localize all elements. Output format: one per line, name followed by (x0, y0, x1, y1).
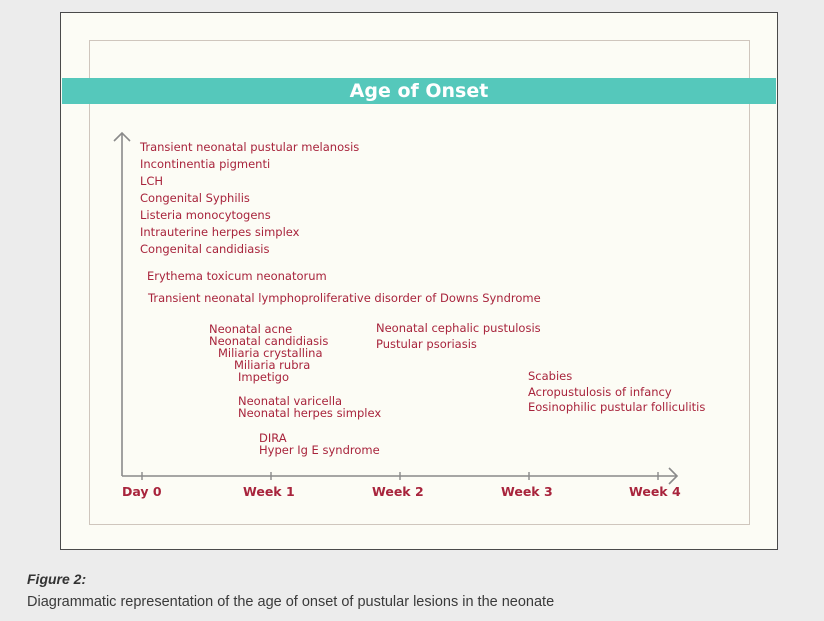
erythema-toxicum-label: Erythema toxicum neonatorum (147, 269, 327, 283)
figure-panel (60, 12, 778, 550)
list-item: Listeria monocytogens (140, 208, 271, 222)
list-item: Hyper Ig E syndrome (259, 443, 380, 457)
tick-label-week4: Week 4 (629, 484, 681, 499)
figure-caption-text: Diagrammatic representation of the age of onset of pustular lesions in the neonate (27, 594, 555, 610)
list-item: LCH (140, 174, 164, 188)
list-item: Congenital Syphilis (140, 191, 250, 205)
diagram-title: Age of Onset (62, 78, 776, 104)
list-item: Neonatal candidiasis (209, 334, 329, 348)
tick-label-week1: Week 1 (243, 484, 295, 499)
list-item: Impetigo (238, 370, 290, 384)
list-item: Neonatal varicella (238, 394, 343, 408)
tick-label-week2: Week 2 (372, 484, 424, 499)
list-item: Neonatal acne (209, 322, 293, 336)
tick-label-week3: Week 3 (501, 484, 553, 499)
list-item: Neonatal cephalic pustulosis (376, 321, 541, 335)
tick-label-day0: Day 0 (122, 484, 162, 499)
list-item: Eosinophilic pustular folliculitis (528, 400, 706, 414)
day0-list (140, 139, 359, 258)
list-item: Transient neonatal pustular melanosis (140, 140, 360, 154)
transient-lympho-label: Transient neonatal lymphoproliferative disorder of Downs Syndrome (148, 291, 541, 305)
list-item: Scabies (528, 369, 573, 383)
list-item: Acropustulosis of infancy (528, 385, 672, 399)
list-item: Neonatal herpes simplex (238, 406, 382, 420)
list-item: Intrauterine herpes simplex (140, 225, 300, 239)
list-item: Congenital candidiasis (140, 242, 270, 256)
list-item: DIRA (259, 431, 287, 445)
list-item: Pustular psoriasis (376, 337, 477, 351)
figure-caption-label: Figure 2: (27, 571, 87, 587)
list-item: Miliaria crystallina (218, 346, 323, 360)
list-item: Miliaria rubra (234, 358, 311, 372)
list-item: Incontinentia pigmenti (140, 157, 271, 171)
